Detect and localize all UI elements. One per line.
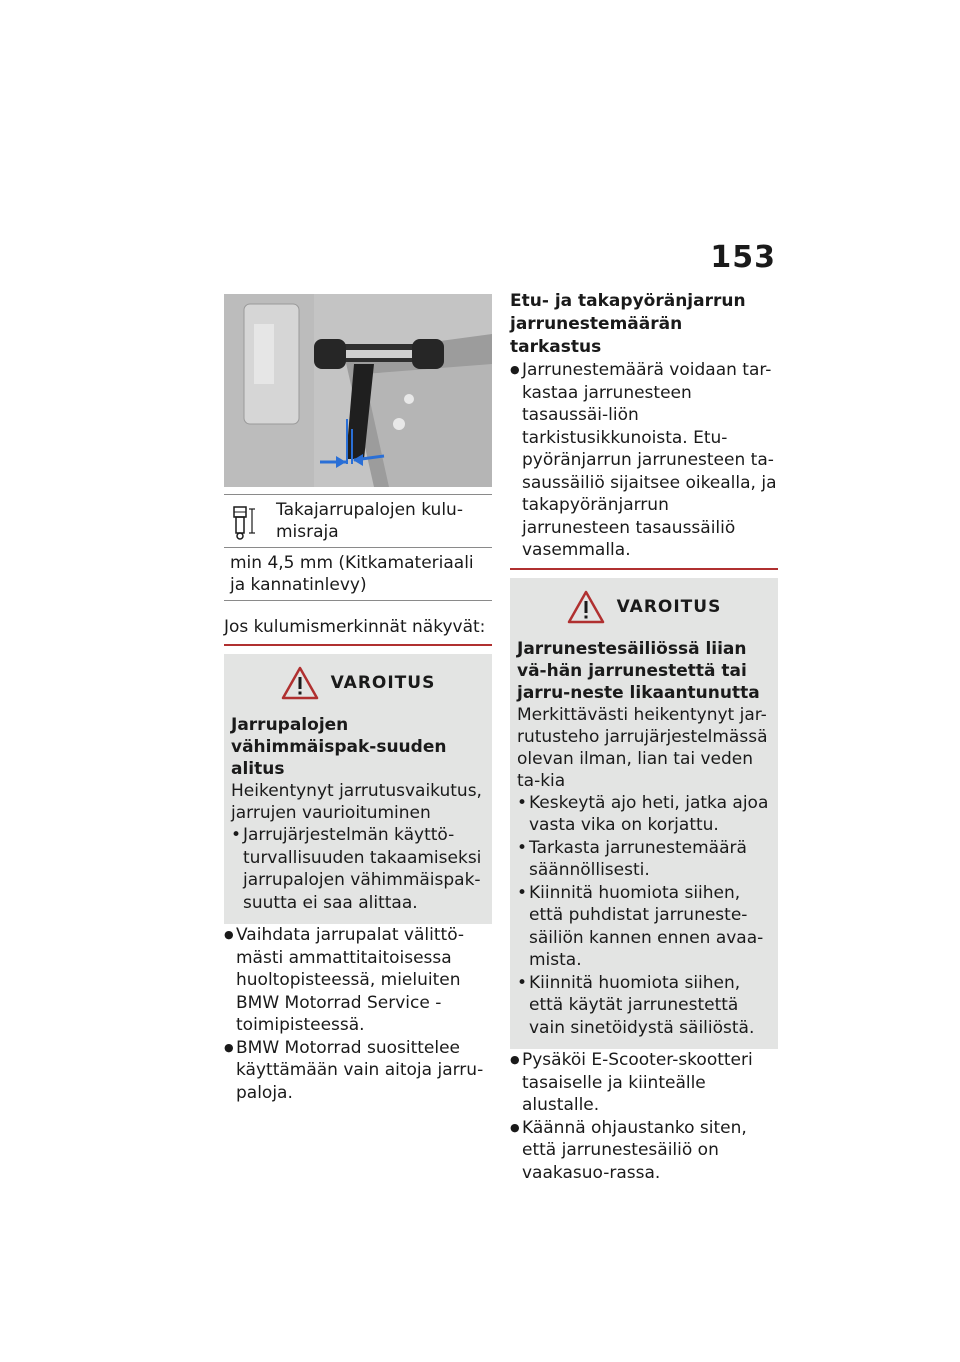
warning-triangle-icon <box>567 590 605 624</box>
warning-box-brake-fluid <box>510 578 778 1050</box>
section-divider <box>510 568 778 570</box>
warning-measure: • Kiinnitä huomiota siihen, että käytät jarrunestettä vain sinetöidystä säiliöstä. <box>517 972 771 1040</box>
brake-pad-instructions <box>224 924 492 1104</box>
spec-label: Takajarrupalojen kulu-misraja <box>270 495 492 548</box>
warning-subject: Jarrunestesäiliössä liian vä-hän jarrunestettä tai jarru-neste likaantunutta <box>517 638 760 703</box>
warning-title: VAROITUS <box>616 596 722 617</box>
instruction-item: ● Jarrunestemäärä voidaan tar-kastaa jarrunesteen tasaussäi-liön tarkistusikkunoista. Etu-pyöränjarrun jarrunesteen ta-saussäiliö sijaitsee oikealla, ja takapyöränjarrun jarrunesteen tasaussäiliö vasemmalla. <box>510 359 778 562</box>
page-number: 153 <box>710 240 776 275</box>
spec-icon-cell <box>224 495 270 548</box>
warning-measures <box>517 792 771 1040</box>
warning-measure: • Kiinnitä huomiota siihen, että puhdistat jarruneste-säiliön kannen ennen avaa-mista. <box>517 882 771 972</box>
brake-caliper-illustration <box>224 294 492 487</box>
left-column <box>224 294 492 1104</box>
brake-pad-wear-icon <box>230 503 258 543</box>
brake-caliper-photo <box>224 294 492 487</box>
spec-row-label <box>224 495 492 548</box>
warning-triangle-icon <box>281 666 319 700</box>
warning-title: VAROITUS <box>330 673 436 693</box>
instruction-item: ● Käännä ohjaustanko siten, että jarrunestesäiliö on vaakasuo-rassa. <box>510 1117 778 1185</box>
warning-measure: • Jarrujärjestelmän käyttö-turvallisuuden takaamiseksi jarrupalojen vähimmäispak-suutta ei saa alittaa. <box>231 824 485 914</box>
warning-measures <box>231 824 485 914</box>
warning-box-brake-pads <box>224 654 492 924</box>
warning-subject: Jarrupalojen vähimmäispak-suuden alitus <box>231 715 447 779</box>
section-title: Etu- ja takapyöränjarrun jarrunestemäärän tarkastus <box>510 291 746 357</box>
instruction-item: ● Pysäköi E-Scooter-skootteri tasaiselle ja kiinteälle alustalle. <box>510 1049 778 1117</box>
spec-row-value <box>224 548 492 601</box>
warning-measure: • Tarkasta jarrunestemäärä säännöllisesti. <box>517 837 771 882</box>
warning-consequence: Heikentynyt jarrutusvaikutus, jarrujen vaurioituminen <box>231 781 482 823</box>
warning-measure: • Keskeytä ajo heti, jatka ajoa vasta vika on korjattu. <box>517 792 771 837</box>
warning-header <box>517 590 771 624</box>
warning-header <box>231 666 485 700</box>
right-column <box>510 290 778 1184</box>
warning-consequence: Merkittävästi heikentynyt jar-rutusteho jarrujärjestelmässä olevan ilman, lian tai veden ta-kia <box>517 704 768 791</box>
instruction-item: ● Vaihdata jarrupalat välittö-mästi ammattitaitoisessa huoltopisteessä, mieluiten BMW Motorrad Service -toimipisteessä. <box>224 924 492 1037</box>
spec-value: min 4,5 mm (Kitkamateriaali ja kannatinlevy) <box>224 548 492 601</box>
fluid-check-steps <box>510 1049 778 1184</box>
instruction-item: ● BMW Motorrad suosittelee käyttämään vain aitoja jarru-paloja. <box>224 1037 492 1105</box>
spec-table <box>224 494 492 601</box>
fluid-check-intro <box>510 359 778 562</box>
wear-indicator-lead: Jos kulumismerkinnät näkyvät: <box>224 616 492 646</box>
